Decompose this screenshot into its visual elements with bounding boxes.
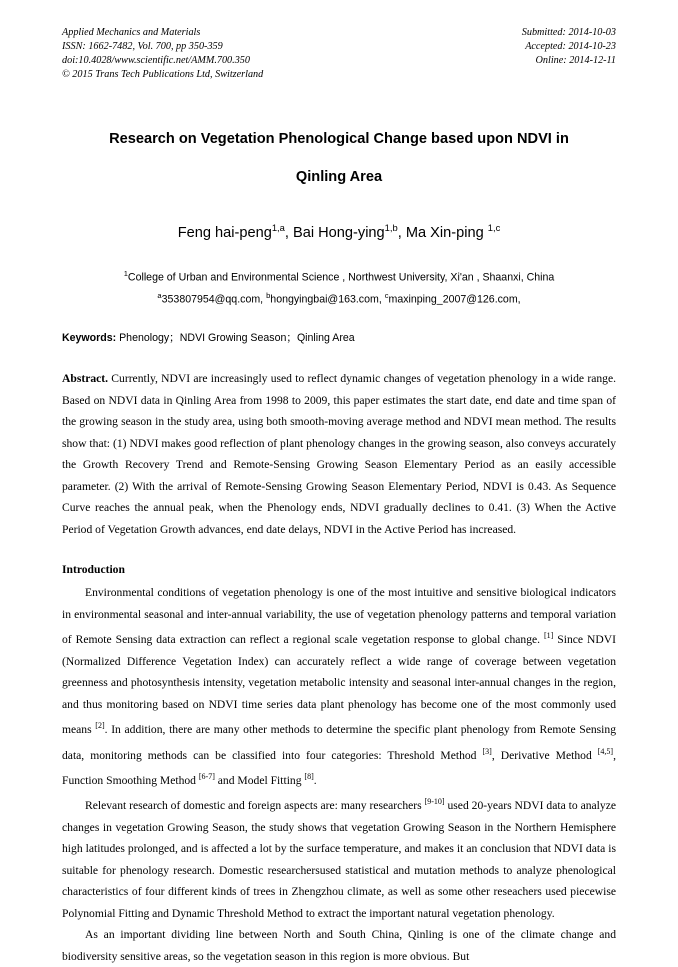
page-header <box>62 26 616 82</box>
keywords-block <box>62 330 616 346</box>
online-date: Online: 2014-12-11 <box>535 55 616 67</box>
intro-p1-part-g: . <box>313 773 317 787</box>
citation-ref-2: [2] <box>95 721 105 731</box>
author-1-name: Feng hai-peng <box>177 225 272 242</box>
intro-paragraph-1 <box>62 582 616 791</box>
affiliation-line <box>62 265 616 287</box>
abstract-label: Abstract. <box>62 372 109 386</box>
affiliation-text: College of Urban and Environmental Science , Northwest University, Xi'an , Shaanxi, China <box>127 271 555 284</box>
author-2-affiliation-marker: 1,b <box>384 222 398 234</box>
abstract-block <box>62 368 616 540</box>
citation-ref-4: [4,5] <box>597 746 614 756</box>
email-b: hongyingbai@163.com, <box>270 293 385 306</box>
issn-volume: ISSN: 1662-7482, Vol. 700, pp 350-359 <box>62 41 223 53</box>
author-separator-2: , <box>397 225 406 242</box>
accepted-date: Accepted: 2014-10-23 <box>525 41 616 53</box>
header-right-block <box>522 26 616 68</box>
keywords-value: Phenology；NDVI Growing Season；Qinling Area <box>116 332 355 345</box>
journal-name: Applied Mechanics and Materials <box>62 27 201 38</box>
keywords-label: Keywords: <box>62 332 117 345</box>
author-2-name: Bai Hong-ying <box>293 225 385 242</box>
section-heading-introduction: Introduction <box>62 563 125 577</box>
abstract-text: Currently, NDVI are increasingly used to reflect dynamic changes of vegetation phenology in a wide range. Based on NDVI data in Qinling Area from 1998 to 2009, this paper estimates the start date, end date and time span of the growing season in the study area, using both smooth-moving average method and NDVI mean method. The results show that: (1) NDVI makes good reflection of plant phenology changes in the growing season, also conveys accurately the Growth Recovery Trend and Remote-Sensing Growing Season Elementary Period as an easily accessible parameter. (2) With the arrival of Remote-Sensing Growing Season Elementary Period, NDVI is 0.43. As Sequence Curve reaches the annual peak, when the Phenology ends, NDVI gradually declines to 0.41. (3) When the Active Period of Vegetation Growth advances, end date delays, NDVI in the Active Period has increased. <box>62 372 616 536</box>
intro-p2-part-a: Relevant research of domestic and foreign aspects are: many researchers <box>85 799 425 813</box>
citation-ref-1: [1] <box>544 631 554 641</box>
intro-p1-part-c: . In addition, there are many other methods to determine the specific plant phenology from Remote Sensing data, monitoring methods can be classified into four categories: Threshold Method <box>62 723 616 762</box>
intro-paragraph-2 <box>62 791 616 924</box>
email-a-marker: a <box>157 290 162 300</box>
submitted-date: Submitted: 2014-10-03 <box>521 27 616 38</box>
citation-ref-3: [3] <box>482 746 492 756</box>
email-line <box>62 287 616 309</box>
author-3-affiliation-marker: 1,c <box>487 222 501 234</box>
intro-p1-part-a: Environmental conditions of vegetation phenology is one of the most intuitive and sensitive biological indicators in environmental seasonal and inter-annual variability, the use of vegetation phenology patterns and temporal variation of Remote Sensing data extraction can reflect a regional scale vegetation response to global change. <box>62 586 616 647</box>
email-a: 353807954@qq.com, <box>161 293 267 306</box>
email-c: maxinping_2007@126.com, <box>388 293 521 306</box>
intro-p1-part-e: , Function Smoothing Method <box>62 748 616 787</box>
citation-ref-5: [6-7] <box>198 771 215 781</box>
page-title <box>62 120 616 196</box>
citation-ref-6: [8] <box>304 771 314 781</box>
title-line-1: Research on Vegetation Phenological Change based upon NDVI in <box>109 131 569 148</box>
copyright: © 2015 Trans Tech Publications Ltd, Switzerland <box>62 69 264 81</box>
author-3-name: Ma Xin-ping <box>405 225 488 242</box>
author-1-affiliation-marker: 1,a <box>271 222 285 234</box>
affiliation-marker: 1 <box>123 269 128 279</box>
intro-p2-part-b: used 20-years NDVI data to analyze changes in vegetation Growing Season, the study shows that vegetation Growing Season in the Northern Hemisphere high latitudes prolonged, and is affected a lot by the surface temperature, and makes it an conclusion that NDVI data is suitable for phenology research. Domestic researchersused statistical and mutation methods to analyze phenological characteristics of four different kinds of trees in Zhengzhou climate, as well as some other reseachers used piecewise Polynomial Fitting and Dynamic Threshold Method to extract the important natural vegetation phenology. <box>62 799 616 920</box>
citation-ref-7: [9-10] <box>424 797 445 807</box>
header-left-block <box>62 26 263 82</box>
intro-paragraph-3: As an important dividing line between North and South China, Qinling is one of the climate change and biodiversity sensitive areas, so the vegetation season in this region is more obvious. But <box>62 928 616 963</box>
affiliation-block <box>62 265 616 308</box>
doi: doi:10.4028/www.scientific.net/AMM.700.350 <box>62 55 250 67</box>
intro-p1-part-b: Since NDVI (Normalized Difference Vegetation Index) can accurately reflect a wide range of coverage between vegetation greenness and photosynthesis intensity, vegetation metabolic intensity and seasonal inter-annual changes in the region, and thus monitoring based on NDVI time series data plant phenology has become one of the most commonly used means <box>62 633 616 737</box>
intro-p1-part-f: and Model Fitting <box>214 773 305 787</box>
title-line-2: Qinling Area <box>295 169 383 186</box>
author-separator-1: , <box>284 225 293 242</box>
email-b-marker: b <box>266 290 271 300</box>
email-c-marker: c <box>384 290 389 300</box>
intro-p1-part-d: , Derivative Method <box>491 748 598 762</box>
author-list <box>62 218 616 243</box>
